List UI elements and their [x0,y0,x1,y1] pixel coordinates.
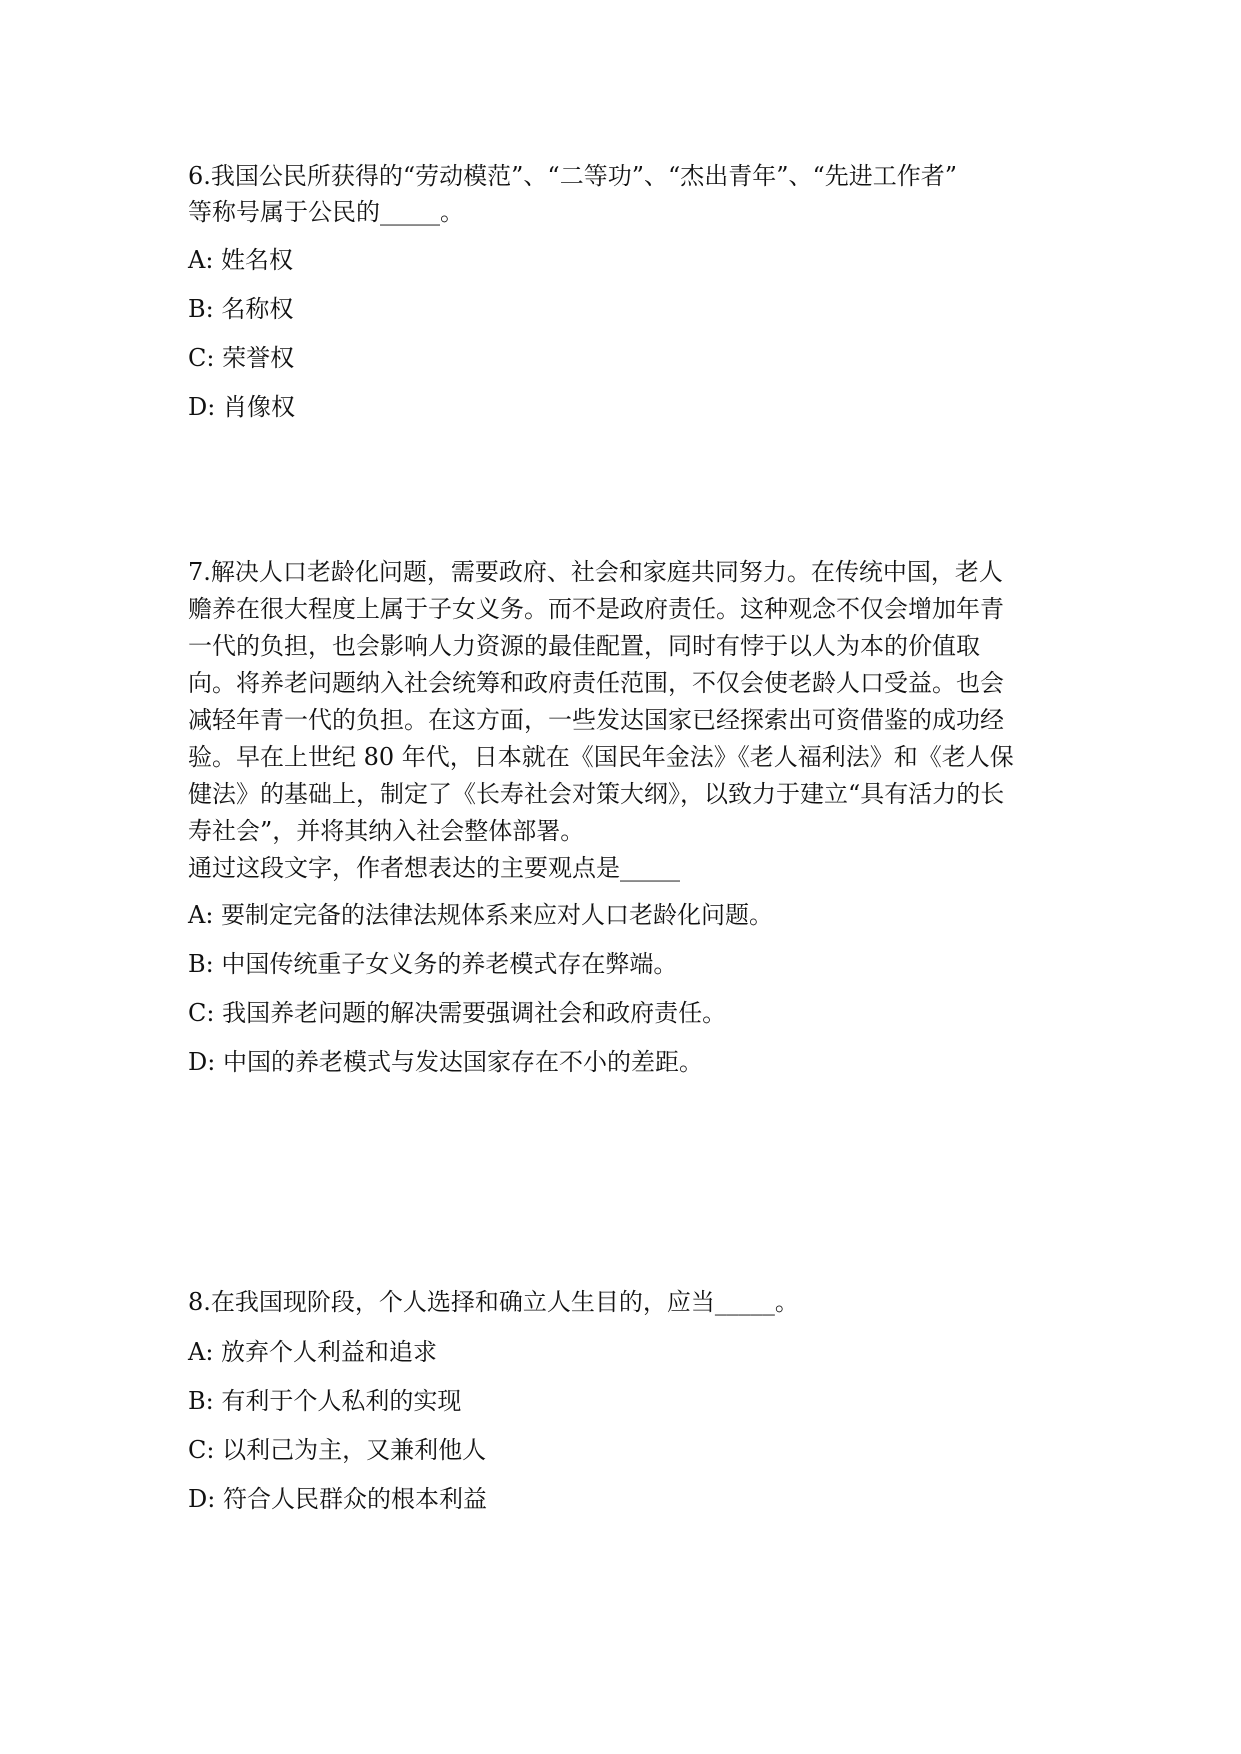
option-d: D: 中国的养老模式与发达国家存在不小的差距。 [188,1048,703,1076]
option-c: C: 我国养老问题的解决需要强调社会和政府责任。 [188,999,727,1027]
option-a: A: 放弃个人利益和追求 [188,1338,438,1366]
question-stem-line: 健法》的基础上，制定了《长寿社会对策大纲》，以致力于建立“具有活力的长 [188,780,1005,808]
option-a: A: 要制定完备的法律法规体系来应对人口老龄化问题。 [188,901,774,929]
question-stem-line: 8.在我国现阶段，个人选择和确立人生目的，应当_____。 [188,1288,799,1316]
question-stem-line: 赡养在很大程度上属于子女义务。而不是政府责任。这种观念不仅会增加年青 [188,595,1004,623]
option-b: B: 有利于个人私利的实现 [188,1387,462,1415]
question-6 [188,158,1068,432]
option-b: B: 名称权 [188,295,294,323]
option-list [188,236,1068,432]
question-8 [188,1284,1068,1524]
question-stem-line: 减轻年青一代的负担。在这方面，一些发达国家已经探索出可资借鉴的成功经 [188,706,1004,734]
option-a: A: 姓名权 [188,246,294,274]
option-c: C: 以利己为主，又兼利他人 [188,1436,487,1464]
question-stem-line: 寿社会”，并将其纳入社会整体部署。 [188,817,585,845]
option-c: C: 荣誉权 [188,344,295,372]
question-stem-line: 等称号属于公民的_____。 [188,198,464,226]
option-d: D: 肖像权 [188,393,295,421]
question-stem-line: 7.解决人口老龄化问题，需要政府、社会和家庭共同努力。在传统中国，老人 [188,558,1003,586]
question-stem-line: 6.我国公民所获得的“劳动模范”、“二等功”、“杰出青年”、“先进工作者” [188,162,958,190]
question-stem-line: 一代的负担，也会影响人力资源的最佳配置，同时有悖于以人为本的价值取 [188,632,980,660]
option-list [188,891,1068,1087]
question-stem-line: 向。将养老问题纳入社会统筹和政府责任范围，不仅会使老龄人口受益。也会 [188,669,1004,697]
question-stem [188,1284,1068,1320]
question-stem [188,158,1068,230]
option-d: D: 符合人民群众的根本利益 [188,1485,487,1513]
option-list [188,1328,1068,1524]
document-page [188,0,1068,1754]
question-prompt: 通过这段文字，作者想表达的主要观点是_____ [188,854,680,882]
question-stem [188,554,1068,887]
question-stem-line: 验。早在上世纪 80 年代，日本就在《国民年金法》《老人福利法》和《老人保 [188,743,1014,771]
option-b: B: 中国传统重子女义务的养老模式存在弊端。 [188,950,678,978]
question-7 [188,554,1068,1087]
